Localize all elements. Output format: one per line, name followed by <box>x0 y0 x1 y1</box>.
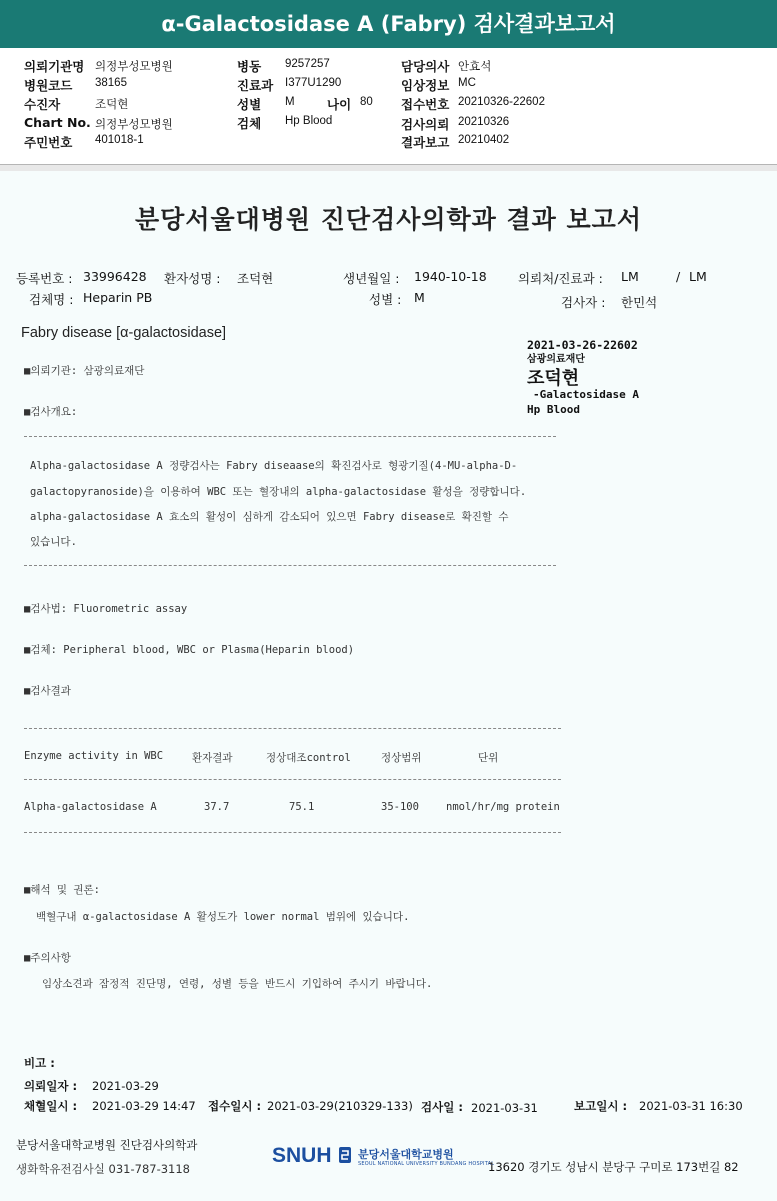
stamp-accession: 2021-03-26-22602 <box>527 338 638 352</box>
value-tester: 한민석 <box>621 295 658 310</box>
table-header-control: 정상대조control <box>266 752 351 764</box>
value-sex: M <box>285 96 295 108</box>
label-accession-no: 접수번호 <box>401 97 450 112</box>
value-receipt-time: 2021-03-29(210329-133) <box>267 1099 413 1113</box>
overview-line-4: 있습니다. <box>30 536 77 548</box>
hospital-address: 13620 경기도 성남시 분당구 구미로 173번길 82 <box>488 1160 739 1174</box>
table-header-range: 정상범위 <box>381 752 422 764</box>
value-collection-time: 2021-03-29 14:47 <box>92 1099 196 1113</box>
divider-line <box>24 436 556 437</box>
specimen-line: ■검체: Peripheral blood, WBC or Plasma(Heparin blood) <box>24 644 355 656</box>
value-hospital-code: 38165 <box>95 77 127 89</box>
table-bottom-rule <box>24 832 561 833</box>
table-cell-range: 35-100 <box>381 801 419 813</box>
report-title: 분당서울대병원 진단검사의학과 결과 보고서 <box>135 205 642 234</box>
value-birth-date: 1940-10-18 <box>414 269 487 284</box>
table-top-rule <box>24 728 561 729</box>
label-registration-no: 등록번호 : <box>16 271 73 286</box>
overview-line-1: Alpha-galactosidase A 정량검사는 Fabry diseaase의 확진검사로 형광기질(4-MU-alpha-D- <box>30 460 518 472</box>
value-specimen: Hp Blood <box>285 115 333 127</box>
value-report-sex: M <box>414 290 425 305</box>
label-sex: 성별 <box>237 97 262 112</box>
value-report-time: 2021-03-31 16:30 <box>639 1099 743 1113</box>
value-requesting-hospital: 의정부성모병원 <box>95 61 173 73</box>
label-test-date: 검사일 : <box>421 1100 463 1114</box>
value-department: I377U1290 <box>285 77 342 89</box>
label-report-time: 보고일시 : <box>574 1099 628 1113</box>
overview-heading: ■검사개요: <box>24 406 78 418</box>
label-result-report: 결과보고 <box>401 135 450 150</box>
summary-header <box>0 48 777 165</box>
label-age: 나이 <box>327 97 352 112</box>
label-test-request: 검사의뢰 <box>401 117 450 132</box>
label-request-date: 의뢰일자 : <box>24 1079 78 1093</box>
label-chart-no: Chart No. <box>24 115 91 130</box>
value-result-report: 20210402 <box>458 134 510 146</box>
overview-line-2: galactopyranoside)을 이용하여 WBC 또는 혈장내의 alpha-galactosidase 활성을 정량합니다. <box>30 486 527 498</box>
value-request-date: 2021-03-29 <box>92 1079 159 1093</box>
label-collection-time: 채혈일시 : <box>24 1099 78 1113</box>
value-physician: 안효석 <box>458 61 492 73</box>
table-cell-enzyme: Alpha-galactosidase A <box>24 801 157 813</box>
table-cell-unit: nmol/hr/mg protein <box>446 801 560 813</box>
logo-mark: SNUH <box>272 1144 332 1167</box>
test-name-heading: Fabry disease [α-galactosidase] <box>21 325 227 341</box>
label-specimen-name: 검체명 : <box>29 292 74 307</box>
method-line: ■검사법: Fluorometric assay <box>24 603 188 615</box>
value-registration-no: 33996428 <box>83 269 147 284</box>
label-physician: 담당의사 <box>401 59 450 74</box>
report-banner-title: α-Galactosidase A (Fabry) 검사결과보고서 <box>0 0 777 48</box>
value-clinical-info: MC <box>458 77 476 89</box>
lab-phone: 생화학유전검사실 031-787-3118 <box>16 1162 190 1176</box>
logo-emblem-icon <box>338 1146 352 1164</box>
label-clinical-info: 임상정보 <box>401 78 450 93</box>
value-test-request: 20210326 <box>458 116 510 128</box>
result-heading: ■검사결과 <box>24 685 71 697</box>
table-cell-control: 75.1 <box>289 801 315 813</box>
label-remark: 비고 : <box>24 1056 55 1070</box>
value-ward: 9257257 <box>285 58 330 70</box>
label-hospital-code: 병원코드 <box>24 78 73 93</box>
value-resident-no: 401018-1 <box>95 134 144 146</box>
label-requesting-dept: 의뢰처/진료과 : <box>518 271 603 286</box>
stamp-test: -Galactosidase A <box>533 388 639 401</box>
value-patient: 조덕현 <box>95 99 129 111</box>
value-specimen-name: Heparin PB <box>83 290 153 305</box>
caution-heading: ■주의사항 <box>24 952 71 964</box>
label-patient-name: 환자성명 : <box>164 271 221 286</box>
divider-line <box>24 565 556 566</box>
label-ward: 병동 <box>237 59 262 74</box>
label-patient: 수진자 <box>24 97 61 112</box>
interpretation-heading: ■해석 및 권론: <box>24 884 101 896</box>
value-requesting-dept-2: LM <box>689 269 707 284</box>
value-accession-no: 20210326-22602 <box>458 96 545 108</box>
table-header-enzyme: Enzyme activity in WBC <box>24 750 164 762</box>
label-tester: 검사자 : <box>561 295 606 310</box>
label-department: 진료과 <box>237 78 274 93</box>
requesting-org-line: ■의뢰기관: 삼광의료재단 <box>24 365 145 377</box>
label-report-sex: 성별 : <box>369 292 402 307</box>
dept-separator: / <box>676 269 681 284</box>
label-resident-no: 주민번호 <box>24 135 73 150</box>
stamp-org: 삼광의료재단 <box>527 354 585 365</box>
table-header-patient: 환자결과 <box>192 752 233 764</box>
hospital-department: 분당서울대학교병원 진단검사의학과 <box>16 1138 198 1152</box>
table-header-rule <box>24 779 561 780</box>
table-cell-patient-result: 37.7 <box>204 801 230 813</box>
stamp-specimen: Hp Blood <box>527 403 580 416</box>
value-requesting-dept: LM <box>621 269 639 284</box>
value-test-date: 2021-03-31 <box>471 1101 538 1115</box>
label-requesting-hospital: 의뢰기관명 <box>24 59 85 74</box>
label-birth-date: 생년월일 : <box>343 271 400 286</box>
value-patient-name: 조덕현 <box>237 271 274 286</box>
caution-text: 임상소견과 잠정적 진단명, 연령, 성별 등을 반드시 기입하여 주시기 바랍니다. <box>42 978 433 990</box>
stamp-name: 조덕현 <box>527 368 580 389</box>
value-age: 80 <box>360 96 373 108</box>
table-header-unit: 단위 <box>478 752 499 764</box>
label-specimen: 검체 <box>237 116 262 131</box>
interpretation-text: 백혈구내 α-galactosidase A 활성도가 lower normal 범위에 있습니다. <box>36 911 410 923</box>
label-receipt-time: 접수일시 : <box>208 1099 262 1113</box>
logo-subtitle: SEOUL NATIONAL UNIVERSITY BUNDANG HOSPITAL <box>358 1161 495 1167</box>
overview-line-3: alpha-galactosidase A 효소의 활성이 심하게 감소되어 있으면 Fabry disease로 확진할 수 <box>30 511 509 523</box>
logo-name: 분당서울대학교병원 <box>358 1148 454 1161</box>
value-chart-no: 의정부성모병원 <box>95 119 173 131</box>
